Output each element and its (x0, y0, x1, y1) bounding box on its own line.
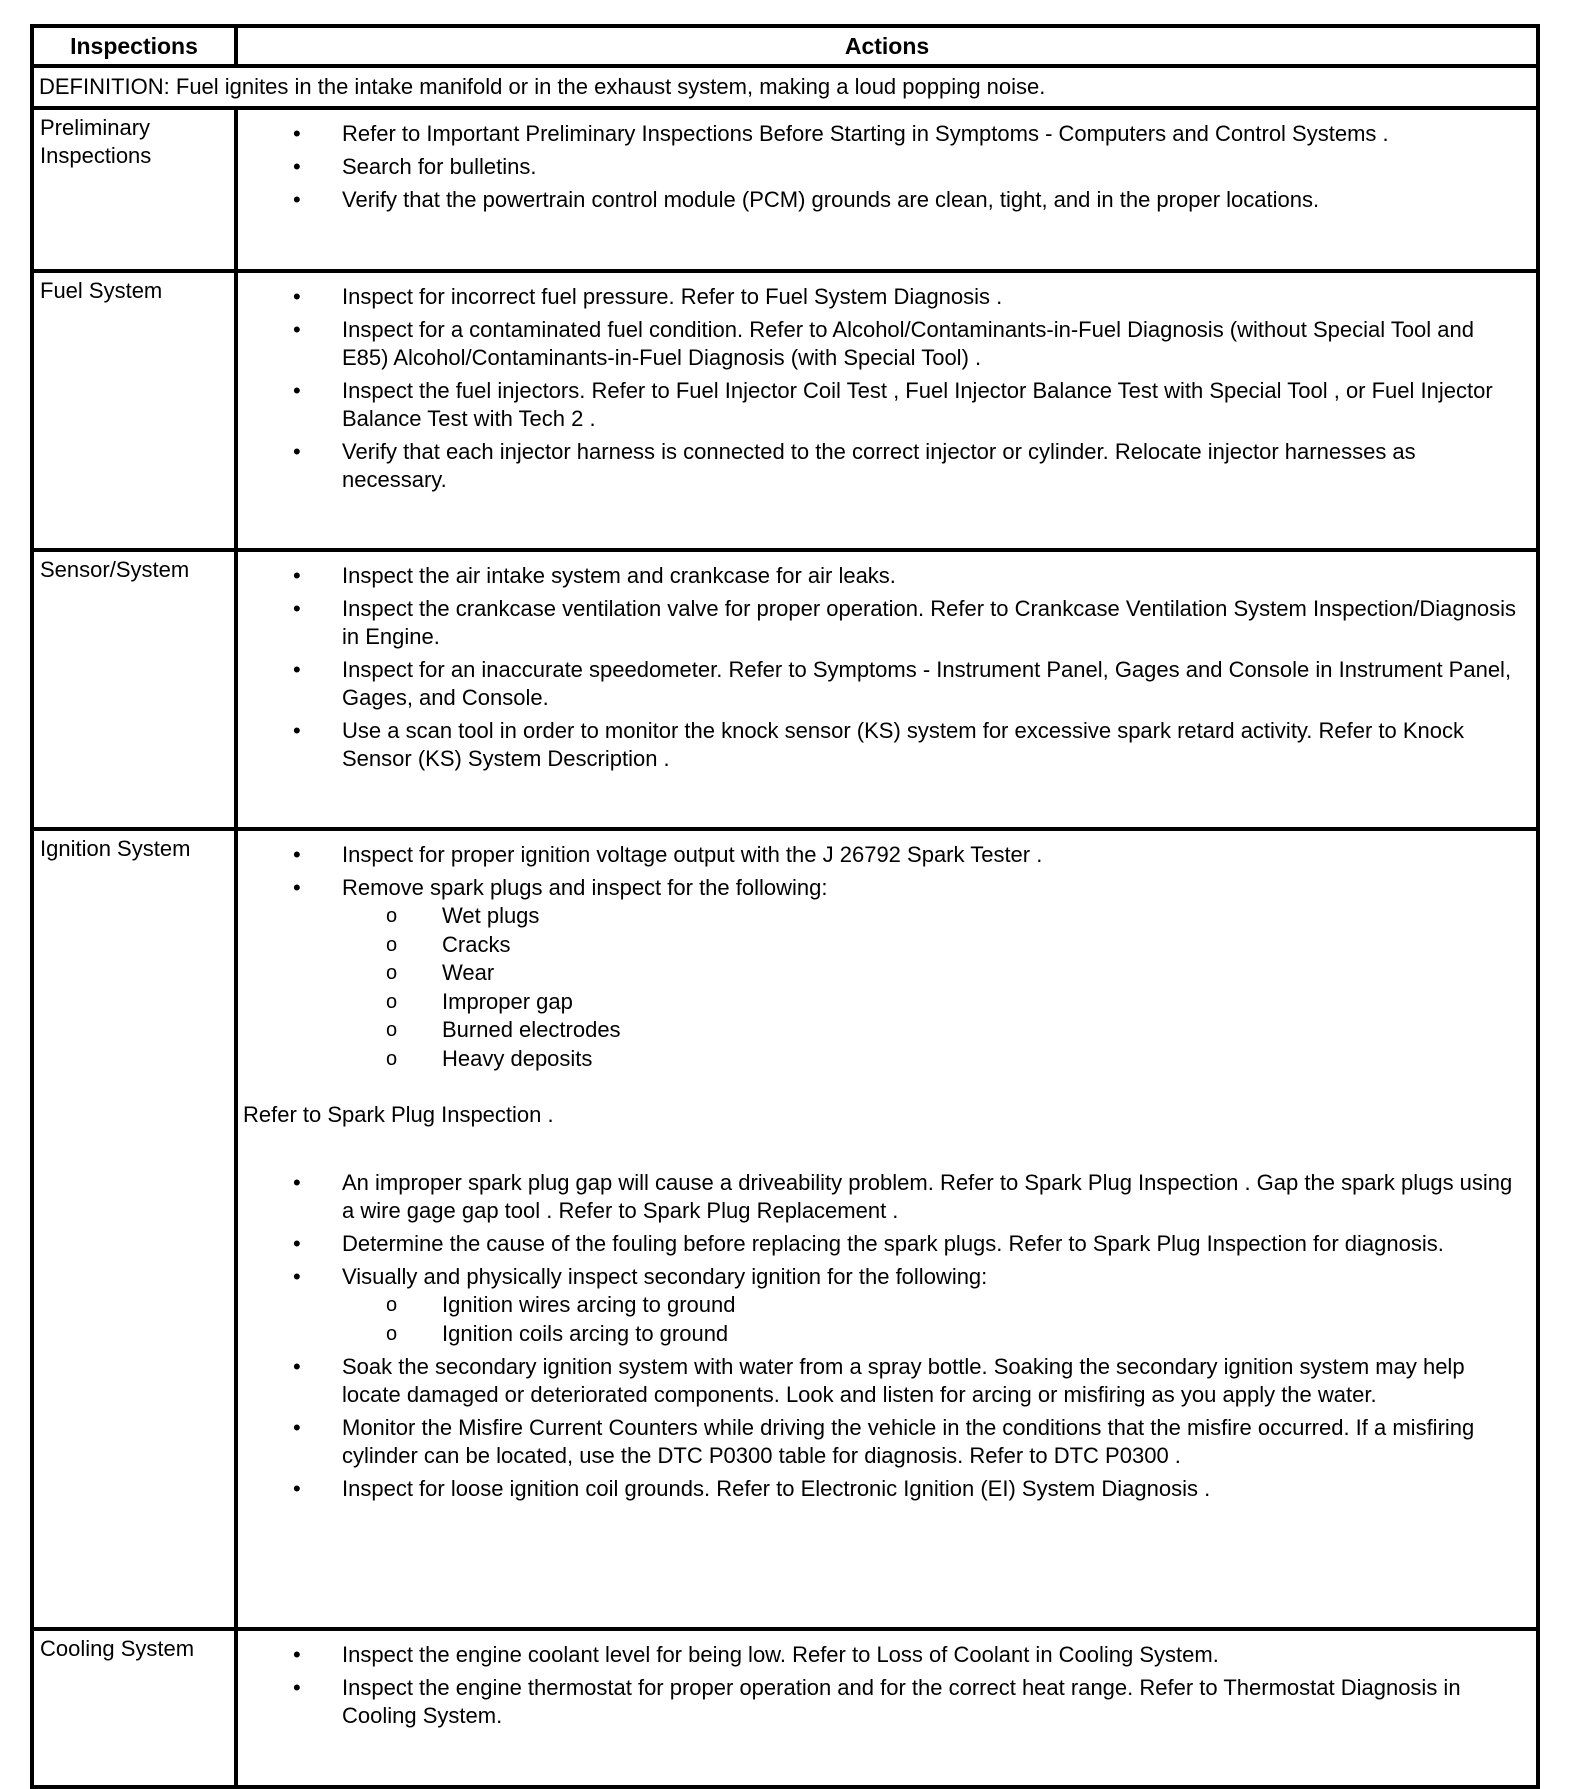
actions-ignition-system (236, 829, 1538, 1629)
list-item (238, 1230, 1526, 1258)
list-item (238, 316, 1526, 372)
actions-sensor-system (236, 550, 1538, 829)
list-item (238, 595, 1526, 651)
row-sensor-system (32, 550, 1538, 829)
item-text: Inspect the engine thermostat for proper operation and for the correct heat range. Refer to Thermostat Diagnosis in Cooling System. (342, 1675, 1461, 1728)
list-item (238, 377, 1526, 433)
circle-bullet-icon: o (386, 1019, 398, 1041)
item-text: Inspect the fuel injectors. Refer to Fuel Injector Coil Test , Fuel Injector Balance Test with Special Tool , or Fuel Injector Balance Test with Tech 2 . (342, 378, 1493, 431)
bullet-icon: • (293, 378, 301, 403)
row-preliminary (32, 108, 1538, 271)
sub-list-item (342, 1320, 1526, 1349)
circle-bullet-icon: o (386, 990, 398, 1013)
actions-fuel-system (236, 271, 1538, 550)
bullet-icon: • (293, 1264, 301, 1289)
list-item (238, 1641, 1526, 1669)
sub-list-item (342, 959, 1526, 988)
list-item (238, 841, 1526, 869)
bullet-icon: • (293, 563, 301, 588)
bullet-icon: • (293, 718, 301, 743)
list-item (238, 1674, 1526, 1730)
sub-item-text: Cracks (442, 931, 511, 957)
list-item (238, 120, 1526, 148)
header-row (32, 26, 1538, 66)
definition-text: DEFINITION: Fuel ignites in the intake manifold or in the exhaust system, making a loud popping noise. (32, 66, 1538, 108)
item-text: Visually and physically inspect secondary ignition for the following: (342, 1264, 988, 1289)
bullet-icon: • (293, 1170, 301, 1195)
item-text: Refer to Important Preliminary Inspections Before Starting in Symptoms - Computers and Control Systems . (342, 121, 1389, 146)
sub-item-text: Heavy deposits (442, 1045, 593, 1071)
list-item (238, 283, 1526, 311)
bullet-icon: • (293, 1354, 301, 1379)
list-item (238, 1353, 1526, 1409)
category-ignition-system: Ignition System (32, 829, 236, 1629)
list-item (238, 1263, 1526, 1348)
bullet-icon: • (293, 187, 301, 212)
definition-row (32, 66, 1538, 108)
item-text: Verify that each injector harness is connected to the correct injector or cylinder. Relocate injector harnesses as necessary. (342, 439, 1416, 492)
item-text: Inspect for a contaminated fuel condition. Refer to Alcohol/Contaminants-in-Fuel Diagnosis (without Special Tool and E85) Alcohol/Contaminants-in-Fuel Diagnosis (with Special Tool) . (342, 317, 1475, 370)
circle-bullet-icon: o (386, 1322, 398, 1345)
bullet-icon: • (293, 875, 301, 900)
item-text: Inspect for proper ignition voltage output with the J 26792 Spark Tester . (342, 842, 1043, 867)
item-text: Use a scan tool in order to monitor the knock sensor (KS) system for excessive spark retard activity. Refer to Knock Sensor (KS) System Description . (342, 718, 1465, 771)
bullet-icon: • (293, 439, 301, 464)
sub-list-item (342, 1016, 1526, 1045)
bullet-icon: • (293, 317, 301, 342)
item-text: Inspect the air intake system and crankcase for air leaks. (342, 563, 896, 588)
item-text: An improper spark plug gap will cause a driveability problem. Refer to Spark Plug Inspection . Gap the spark plugs using a wire gage gap tool . Refer to Spark Plug Replacement . (342, 1170, 1513, 1223)
circle-bullet-icon: o (386, 1294, 398, 1316)
row-cooling-system (32, 1629, 1538, 1787)
actions-cooling-system (236, 1629, 1538, 1787)
list-item (238, 153, 1526, 181)
sub-list-item (342, 988, 1526, 1017)
list-item (238, 562, 1526, 590)
inspection-table (30, 24, 1540, 1789)
sub-list-item (342, 1045, 1526, 1074)
bullet-icon: • (293, 1642, 301, 1667)
bullet-icon: • (293, 1415, 301, 1440)
sub-list-item (342, 902, 1526, 931)
bullet-icon: • (293, 842, 301, 867)
header-inspections: Inspections (32, 26, 236, 66)
sub-list-item (342, 1291, 1526, 1320)
row-ignition-system (32, 829, 1538, 1629)
bullet-icon: • (293, 284, 301, 309)
list-item (238, 874, 1526, 1073)
list-item (238, 1475, 1526, 1503)
item-text: Inspect for loose ignition coil grounds. Refer to Electronic Ignition (EI) System Diagnosis . (342, 1476, 1211, 1501)
bullet-icon: • (293, 154, 301, 179)
sub-list-item (342, 931, 1526, 960)
category-fuel-system: Fuel System (32, 271, 236, 550)
bullet-icon: • (293, 596, 301, 621)
list-item (238, 186, 1526, 214)
sub-item-text: Improper gap (442, 988, 573, 1014)
item-text: Remove spark plugs and inspect for the following: (342, 875, 828, 900)
item-text: Search for bulletins. (342, 154, 537, 179)
item-text: Inspect the engine coolant level for being low. Refer to Loss of Coolant in Cooling System. (342, 1642, 1219, 1667)
sub-item-text: Ignition coils arcing to ground (442, 1320, 729, 1346)
refer-spark-plug-inspection: Refer to Spark Plug Inspection . (243, 1102, 554, 1127)
sub-item-text: Ignition wires arcing to ground (442, 1292, 736, 1317)
bullet-icon: • (293, 657, 301, 682)
category-sensor-system: Sensor/System (32, 550, 236, 829)
category-preliminary: Preliminary Inspections (32, 108, 236, 271)
circle-bullet-icon: o (386, 905, 398, 927)
list-item (238, 1169, 1526, 1225)
item-text: Soak the secondary ignition system with water from a spray bottle. Soaking the secondary ignition system may help locate damaged or deteriorated components. Look and listen for arcing or misfiring as you apply the water. (342, 1354, 1465, 1407)
row-fuel-system (32, 271, 1538, 550)
item-text: Monitor the Misfire Current Counters while driving the vehicle in the conditions that the misfire occurred. If a misfiring cylinder can be located, use the DTC P0300 table for diagnosis. Refer to DTC P0300 . (342, 1415, 1475, 1468)
item-text: Inspect for an inaccurate speedometer. Refer to Symptoms - Instrument Panel, Gages and Console in Instrument Panel, Gages, and Console. (342, 657, 1512, 710)
item-text: Inspect the crankcase ventilation valve for proper operation. Refer to Crankcase Ventilation System Inspection/Diagnosis in Engine. (342, 596, 1516, 649)
sub-item-text: Wet plugs (442, 903, 540, 928)
list-item (238, 438, 1526, 494)
sub-item-text: Wear (442, 960, 495, 985)
category-cooling-system: Cooling System (32, 1629, 236, 1787)
actions-preliminary (236, 108, 1538, 271)
item-text: Determine the cause of the fouling before replacing the spark plugs. Refer to Spark Plug Inspection for diagnosis. (342, 1231, 1444, 1256)
circle-bullet-icon: o (386, 1047, 398, 1070)
item-text: Inspect for incorrect fuel pressure. Refer to Fuel System Diagnosis . (342, 284, 1003, 309)
item-text: Verify that the powertrain control module (PCM) grounds are clean, tight, and in the proper locations. (342, 187, 1320, 212)
sub-item-text: Burned electrodes (442, 1017, 621, 1042)
list-item (238, 1414, 1526, 1470)
list-item (238, 656, 1526, 712)
circle-bullet-icon: o (386, 962, 398, 984)
bullet-icon: • (293, 121, 301, 146)
bullet-icon: • (293, 1675, 301, 1700)
bullet-icon: • (293, 1476, 301, 1501)
bullet-icon: • (293, 1231, 301, 1256)
list-item (238, 717, 1526, 773)
circle-bullet-icon: o (386, 933, 398, 956)
header-actions: Actions (236, 26, 1538, 66)
